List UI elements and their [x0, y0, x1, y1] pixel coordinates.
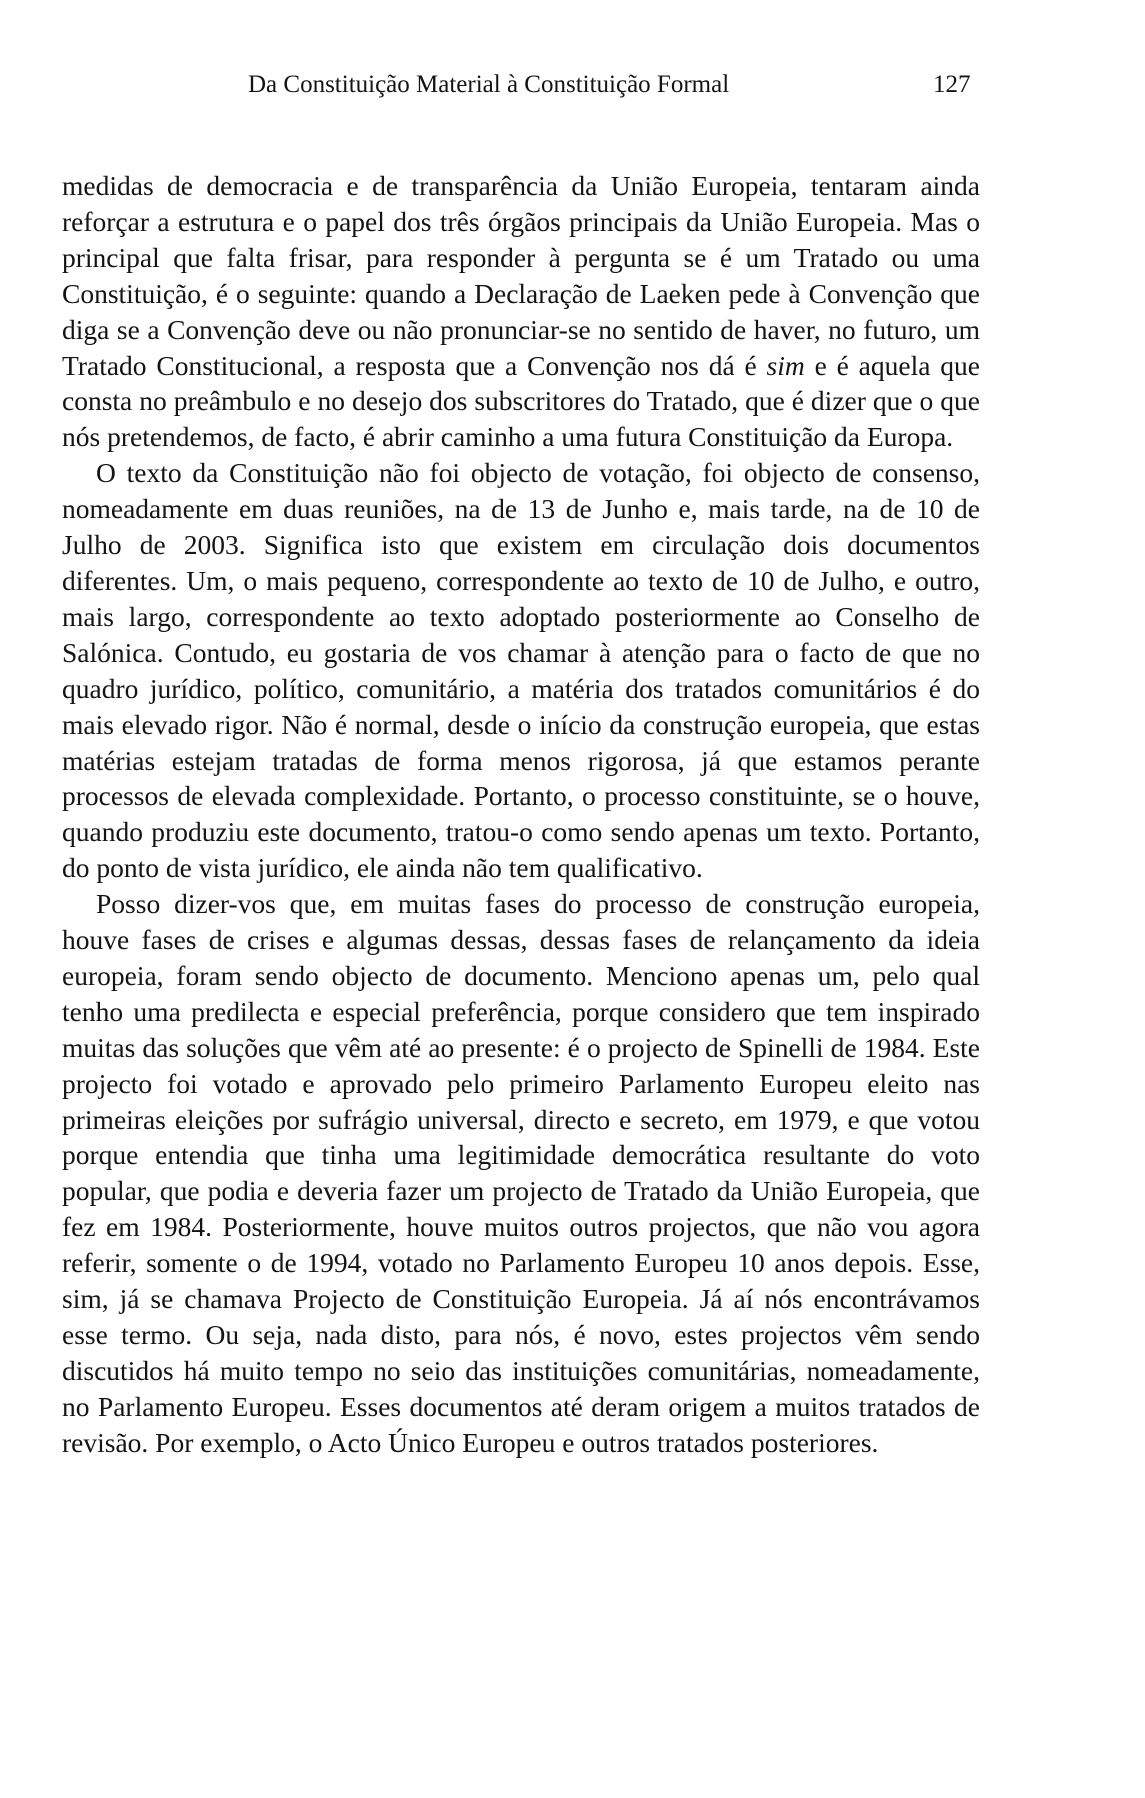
paragraph-3: Posso dizer-vos que, em muitas fases do processo de construção europeia, houve fases de crises e algumas dessas, dessas fases de relançamento da ideia europeia, foram sendo objecto de documento. Menciono apenas um, pelo qual tenho uma predilecta e especial preferência, porque considero que tem inspirado muitas das soluções que vêm até ao presente: é o projecto de Spinelli de 1984. Este projecto foi votado e aprovado pelo primeiro Parlamento Europeu eleito nas primeiras eleições por sufrágio universal, directo e secreto, em 1979, e que votou porque entendia que tinha uma legitimidade democrática resultante do voto popular, que podia e deveria fazer um projecto de Tratado da União Europeia, que fez em 1984. Posteriormente, houve muitos outros projectos, que não vou agora referir, somente o de 1994, votado no Parlamento Europeu 10 anos depois. Esse, sim, já se chamava Projecto de Constituição Europeia. Já aí nós encontrávamos esse termo. Ou seja, nada disto, para nós, é novo, estes projectos vêm sendo discutidos há muito tempo no seio das instituições comunitárias, nomeadamente, no Parlamento Europeu. Esses documentos até deram origem a muitos tratados de revisão. Por exemplo, o Acto Único Europeu e outros tratados posteriores. [62, 888, 980, 1458]
paragraph-2: O texto da Constituição não foi objecto de votação, foi objecto de consenso, nomeadamente em duas reuniões, na de 13 de Junho e, mais tarde, na de 10 de Julho de 2003. Significa isto que existem em circulação dois documentos diferentes. Um, o mais pequeno, correspondente ao texto de 10 de Julho, e outro, mais largo, correspondente ao texto adoptado posteriormente ao Conselho de Salónica. Contudo, eu gostaria de vos chamar à atenção para o facto de que no quadro jurídico, político, comunitário, a matéria dos tratados comunitários é do mais elevado rigor. Não é normal, desde o início da construção europeia, que estas matérias estejam tratadas de forma menos rigorosa, já que estamos perante processos de elevada complexidade. Portanto, o processo constituinte, se o houve, quando produziu este documento, tratou-o como sendo apenas um texto. Portanto, do ponto de vista jurídico, ele ainda não tem qualificativo. [62, 457, 980, 884]
paragraph-1-emphasis: sim [766, 349, 805, 381]
body-text [62, 168, 980, 1461]
paragraph-1 [62, 168, 980, 455]
page-number: 127 [933, 71, 971, 98]
paragraph-1-text-before: medidas de democracia e de transparência da União Europeia, tentaram ainda reforçar a estrutura e o papel dos três órgãos principais da União Europeia. Mas o principal que falta frisar, para responder à pergunta se é um Tratado ou uma Constituição, é o seguinte: quando a Declaração de Laeken pede à Convenção que diga se a Convenção deve ou não pronunciar-se no sentido de haver, no futuro, um Tratado Constitucional, a resposta que a Convenção nos dá é [62, 170, 980, 381]
paragraph-1-text-after: e é aquela que consta no preâmbulo e no desejo dos subscritores do Tratado, que é dizer que o que nós pretendemos, de facto, é abrir caminho a uma futura Constituição da Europa. [62, 349, 980, 453]
running-title: Da Constituição Material à Constituição Formal [248, 71, 730, 98]
